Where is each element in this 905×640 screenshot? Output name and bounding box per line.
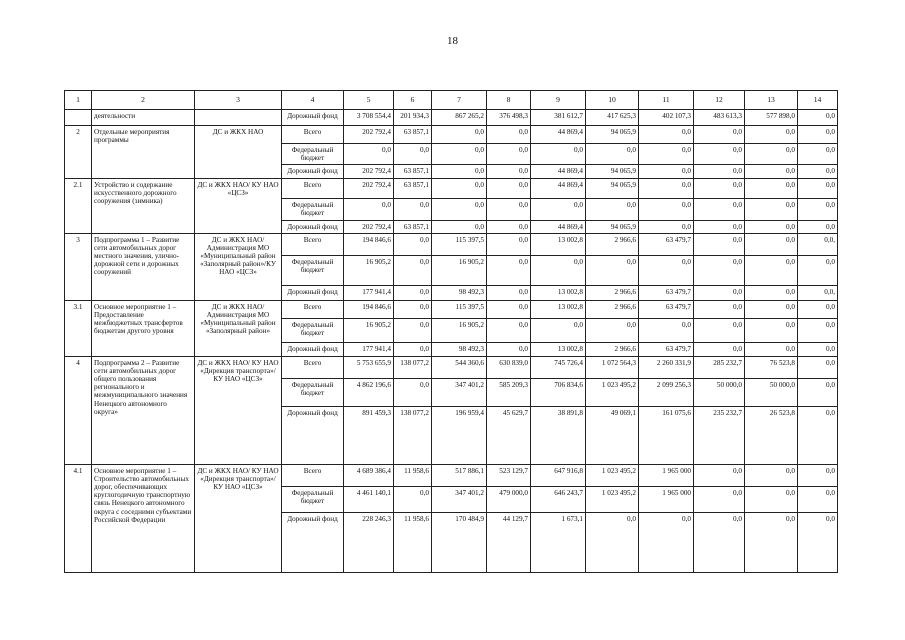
value-cell: 196 959,4 xyxy=(432,407,487,465)
funding-source: Федеральный бюджет xyxy=(282,144,344,165)
value-cell: 483 613,3 xyxy=(694,110,745,126)
value-cell: 0,0 xyxy=(432,221,487,234)
value-cell: 0,0 xyxy=(798,199,838,221)
value-cell: 0,0 xyxy=(798,407,838,465)
value-cell: 0,0 xyxy=(394,286,432,301)
table-row xyxy=(65,126,838,144)
value-cell: 0,0 xyxy=(798,513,838,573)
value-cell: 0,0 xyxy=(394,319,432,343)
value-cell: 577 898,0 xyxy=(745,110,798,126)
value-cell: 44 869,4 xyxy=(531,179,586,199)
value-cell: 0,0 xyxy=(432,165,487,179)
value-cell: 479 000,0 xyxy=(487,487,531,513)
value-cell: 0,0 xyxy=(694,165,745,179)
value-cell: 0,0 xyxy=(531,144,586,165)
value-cell: 0,0 xyxy=(394,379,432,407)
row-executor: ДС и ЖКХ НАО xyxy=(195,126,282,179)
row-executor xyxy=(195,110,282,126)
value-cell: 0,0 xyxy=(745,319,798,343)
value-cell: 0,0 xyxy=(745,234,798,256)
value-cell: 630 839,0 xyxy=(487,357,531,379)
value-cell: 63 857,1 xyxy=(394,126,432,144)
value-cell: 0,0 xyxy=(694,234,745,256)
value-cell: 201 934,3 xyxy=(394,110,432,126)
value-cell: 0,0, xyxy=(798,234,838,256)
value-cell: 0,0 xyxy=(745,286,798,301)
funding-source: Дорожный фонд xyxy=(282,221,344,234)
value-cell: 0,0 xyxy=(487,319,531,343)
value-cell: 646 243,7 xyxy=(531,487,586,513)
row-executor: ДС и ЖКХ НАО/ КУ НАО «ЦСЗ» xyxy=(195,179,282,234)
funding-source: Федеральный бюджет xyxy=(282,199,344,221)
value-cell: 376 498,3 xyxy=(487,110,531,126)
funding-source: Дорожный фонд xyxy=(282,165,344,179)
header-cell: 10 xyxy=(586,91,639,110)
value-cell: 647 916,8 xyxy=(531,465,586,487)
value-cell: 0,0 xyxy=(639,199,694,221)
value-cell: 13 002,8 xyxy=(531,286,586,301)
value-cell: 0,0 xyxy=(394,234,432,256)
header-cell: 11 xyxy=(639,91,694,110)
value-cell: 38 891,8 xyxy=(531,407,586,465)
value-cell: 50 000,0 xyxy=(745,379,798,407)
value-cell: 0,0 xyxy=(639,221,694,234)
value-cell: 235 232,7 xyxy=(694,407,745,465)
value-cell: 0,0 xyxy=(694,126,745,144)
row-number: 2 xyxy=(65,126,92,179)
value-cell: 0,0 xyxy=(639,179,694,199)
value-cell: 867 265,2 xyxy=(432,110,487,126)
value-cell: 0,0 xyxy=(432,144,487,165)
value-cell: 0,0 xyxy=(432,179,487,199)
value-cell: 63 479,7 xyxy=(639,301,694,319)
value-cell: 0,0 xyxy=(694,286,745,301)
row-number: 4.1 xyxy=(65,465,92,573)
value-cell: 0,0 xyxy=(432,126,487,144)
row-name: Устройство и содержание искусственного дорожного сооружения (зимника) xyxy=(92,179,195,234)
value-cell: 0,0 xyxy=(745,199,798,221)
value-cell: 161 075,6 xyxy=(639,407,694,465)
header-cell: 3 xyxy=(195,91,282,110)
value-cell: 0,0 xyxy=(487,256,531,286)
value-cell: 0,0 xyxy=(694,487,745,513)
header-cell: 13 xyxy=(745,91,798,110)
value-cell: 0,0 xyxy=(694,301,745,319)
value-cell: 63 479,7 xyxy=(639,286,694,301)
value-cell: 0,0 xyxy=(487,179,531,199)
value-cell: 745 726,4 xyxy=(531,357,586,379)
value-cell: 11 958,6 xyxy=(394,465,432,487)
value-cell: 63 857,1 xyxy=(394,221,432,234)
value-cell: 16 905,2 xyxy=(432,319,487,343)
value-cell: 0,0 xyxy=(798,465,838,487)
value-cell: 98 492,3 xyxy=(432,286,487,301)
value-cell: 1 023 495,2 xyxy=(586,487,639,513)
page-number: 18 xyxy=(447,35,458,47)
value-cell: 0,0 xyxy=(798,221,838,234)
value-cell: 177 941,4 xyxy=(344,343,394,357)
value-cell: 0,0 xyxy=(394,144,432,165)
value-cell: 0,0 xyxy=(745,465,798,487)
value-cell: 0,0 xyxy=(745,165,798,179)
value-cell: 0,0 xyxy=(745,144,798,165)
funding-source: Дорожный фонд xyxy=(282,110,344,126)
table-row xyxy=(65,301,838,319)
value-cell: 0,0 xyxy=(531,256,586,286)
row-number: 4 xyxy=(65,357,92,465)
table-row xyxy=(65,110,838,126)
value-cell: 0,0 xyxy=(487,234,531,256)
value-cell: 0,0 xyxy=(694,513,745,573)
value-cell: 0,0 xyxy=(586,199,639,221)
value-cell: 0,0 xyxy=(798,379,838,407)
value-cell: 202 792,4 xyxy=(344,165,394,179)
table-row xyxy=(65,465,838,487)
value-cell: 0,0 xyxy=(394,343,432,357)
value-cell: 706 834,6 xyxy=(531,379,586,407)
table-row xyxy=(65,179,838,199)
value-cell: 5 753 655,9 xyxy=(344,357,394,379)
value-cell: 1 673,1 xyxy=(531,513,586,573)
value-cell: 3 708 554,4 xyxy=(344,110,394,126)
value-cell: 13 002,8 xyxy=(531,301,586,319)
value-cell: 0,0 xyxy=(639,165,694,179)
value-cell: 0,0 xyxy=(531,199,586,221)
value-cell: 228 246,3 xyxy=(344,513,394,573)
row-number xyxy=(65,110,92,126)
row-executor: ДС и ЖКХ НАО/ Администрация МО «Муниципальный район «Заполярный район» xyxy=(195,301,282,357)
value-cell: 1 072 564,3 xyxy=(586,357,639,379)
funding-source: Дорожный фонд xyxy=(282,286,344,301)
funding-source: Дорожный фонд xyxy=(282,407,344,465)
value-cell: 0,0 xyxy=(694,179,745,199)
value-cell: 0,0 xyxy=(798,179,838,199)
value-cell: 170 484,9 xyxy=(432,513,487,573)
value-cell: 94 065,9 xyxy=(586,221,639,234)
funding-source: Всего xyxy=(282,126,344,144)
value-cell: 0,0 xyxy=(394,301,432,319)
row-executor: ДС и ЖКХ НАО/ Администрация МО «Муниципальный район «Заполярный район»/КУ НАО «ЦСЗ» xyxy=(195,234,282,301)
value-cell: 115 397,5 xyxy=(432,234,487,256)
funding-source: Федеральный бюджет xyxy=(282,256,344,286)
funding-source: Всего xyxy=(282,234,344,256)
value-cell: 0,0 xyxy=(586,144,639,165)
value-cell: 0,0 xyxy=(694,343,745,357)
value-cell: 0,0, xyxy=(798,286,838,301)
value-cell: 177 941,4 xyxy=(344,286,394,301)
header-cell: 9 xyxy=(531,91,586,110)
value-cell: 402 107,3 xyxy=(639,110,694,126)
value-cell: 381 612,7 xyxy=(531,110,586,126)
value-cell: 0,0 xyxy=(745,301,798,319)
row-name: Подпрограмма 2 – Развитие сети автомобильных дорог общего пользования регионального и межмуниципального значения Ненецкого автономного округа» xyxy=(92,357,195,465)
funding-source: Федеральный бюджет xyxy=(282,379,344,407)
value-cell: 0,0 xyxy=(798,126,838,144)
row-number: 2.1 xyxy=(65,179,92,234)
header-cell: 7 xyxy=(432,91,487,110)
value-cell: 0,0 xyxy=(394,256,432,286)
value-cell: 891 459,3 xyxy=(344,407,394,465)
value-cell: 2 099 256,3 xyxy=(639,379,694,407)
header-cell: 6 xyxy=(394,91,432,110)
value-cell: 0,0 xyxy=(694,256,745,286)
value-cell: 0,0 xyxy=(694,319,745,343)
value-cell: 44 869,4 xyxy=(531,165,586,179)
value-cell: 0,0 xyxy=(487,144,531,165)
value-cell: 0,0 xyxy=(487,126,531,144)
value-cell: 0,0 xyxy=(487,286,531,301)
row-name: деятельности xyxy=(92,110,195,126)
value-cell: 50 000,0 xyxy=(694,379,745,407)
value-cell: 63 857,1 xyxy=(394,165,432,179)
value-cell: 202 792,4 xyxy=(344,126,394,144)
value-cell: 0,0 xyxy=(487,343,531,357)
value-cell: 0,0 xyxy=(639,513,694,573)
value-cell: 0,0 xyxy=(745,126,798,144)
header-cell: 5 xyxy=(344,91,394,110)
value-cell: 1 023 495,2 xyxy=(586,379,639,407)
value-cell: 49 069,1 xyxy=(586,407,639,465)
value-cell: 0,0 xyxy=(798,110,838,126)
value-cell: 0,0 xyxy=(344,199,394,221)
value-cell: 0,0 xyxy=(798,256,838,286)
value-cell: 0,0 xyxy=(745,343,798,357)
value-cell: 0,0 xyxy=(639,256,694,286)
value-cell: 417 625,3 xyxy=(586,110,639,126)
value-cell: 94 065,9 xyxy=(586,179,639,199)
row-name: Основное мероприятие 1 – Строительство автомобильных дорог, обеспечивающих круглогодичную транспортную связь Ненецкого автономного округа с соседними субъектами Российской Федерации xyxy=(92,465,195,573)
value-cell: 16 905,2 xyxy=(344,256,394,286)
value-cell: 347 401,2 xyxy=(432,487,487,513)
value-cell: 0,0 xyxy=(344,144,394,165)
value-cell: 0,0 xyxy=(394,199,432,221)
value-cell: 0,0 xyxy=(531,319,586,343)
value-cell: 2 966,6 xyxy=(586,301,639,319)
table-row xyxy=(65,357,838,379)
value-cell: 0,0 xyxy=(487,221,531,234)
row-executor: ДС и ЖКХ НАО/ КУ НАО «Дирекция транспорта»/ КУ НАО «ЦСЗ» xyxy=(195,465,282,573)
value-cell: 2 966,6 xyxy=(586,343,639,357)
value-cell: 285 232,7 xyxy=(694,357,745,379)
value-cell: 0,0 xyxy=(487,199,531,221)
value-cell: 26 523,8 xyxy=(745,407,798,465)
value-cell: 0,0 xyxy=(694,199,745,221)
value-cell: 0,0 xyxy=(798,357,838,379)
table-row xyxy=(65,234,838,256)
value-cell: 63 479,7 xyxy=(639,234,694,256)
value-cell: 0,0 xyxy=(694,465,745,487)
row-executor: ДС и ЖКХ НАО/ КУ НАО «Дирекция транспорта»/ КУ НАО «ЦСЗ» xyxy=(195,357,282,465)
value-cell: 0,0 xyxy=(639,319,694,343)
row-number: 3.1 xyxy=(65,301,92,357)
value-cell: 0,0 xyxy=(745,179,798,199)
value-cell: 44 869,4 xyxy=(531,221,586,234)
funding-source: Дорожный фонд xyxy=(282,343,344,357)
value-cell: 585 209,3 xyxy=(487,379,531,407)
header-cell: 1 xyxy=(65,91,92,110)
value-cell: 0,0 xyxy=(798,165,838,179)
value-cell: 517 886,1 xyxy=(432,465,487,487)
value-cell: 0,0 xyxy=(745,221,798,234)
funding-source: Дорожный фонд xyxy=(282,513,344,573)
header-cell: 14 xyxy=(798,91,838,110)
value-cell: 2 966,6 xyxy=(586,234,639,256)
value-cell: 76 523,8 xyxy=(745,357,798,379)
value-cell: 544 360,6 xyxy=(432,357,487,379)
value-cell: 0,0 xyxy=(639,144,694,165)
value-cell: 1 965 000 xyxy=(639,487,694,513)
value-cell: 0,0 xyxy=(432,199,487,221)
value-cell: 13 002,8 xyxy=(531,234,586,256)
value-cell: 138 077,2 xyxy=(394,357,432,379)
value-cell: 63 857,1 xyxy=(394,179,432,199)
value-cell: 2 966,6 xyxy=(586,286,639,301)
value-cell: 202 792,4 xyxy=(344,221,394,234)
row-name: Основное мероприятие 1 – Предоставление межбюджетных трансфертов бюджетам другого уровня xyxy=(92,301,195,357)
value-cell: 347 401,2 xyxy=(432,379,487,407)
value-cell: 194 846,6 xyxy=(344,234,394,256)
row-number: 3 xyxy=(65,234,92,301)
funding-source: Федеральный бюджет xyxy=(282,319,344,343)
header-cell: 8 xyxy=(487,91,531,110)
value-cell: 98 492,3 xyxy=(432,343,487,357)
value-cell: 0,0 xyxy=(586,513,639,573)
value-cell: 0,0 xyxy=(586,319,639,343)
header-cell: 2 xyxy=(92,91,195,110)
value-cell: 11 958,6 xyxy=(394,513,432,573)
value-cell: 63 479,7 xyxy=(639,343,694,357)
value-cell: 1 965 000 xyxy=(639,465,694,487)
funding-source: Всего xyxy=(282,301,344,319)
value-cell: 13 002,8 xyxy=(531,343,586,357)
value-cell: 44 129,7 xyxy=(487,513,531,573)
funding-source: Всего xyxy=(282,179,344,199)
value-cell: 0,0 xyxy=(745,256,798,286)
header-row xyxy=(65,91,838,110)
header-cell: 4 xyxy=(282,91,344,110)
value-cell: 0,0 xyxy=(639,126,694,144)
value-cell: 44 869,4 xyxy=(531,126,586,144)
value-cell: 0,0 xyxy=(586,256,639,286)
row-name: Отдельные мероприятия программы xyxy=(92,126,195,179)
funding-source: Федеральный бюджет xyxy=(282,487,344,513)
value-cell: 0,0 xyxy=(798,487,838,513)
value-cell: 0,0 xyxy=(798,301,838,319)
value-cell: 0,0 xyxy=(694,144,745,165)
value-cell: 4 862 196,6 xyxy=(344,379,394,407)
value-cell: 115 397,5 xyxy=(432,301,487,319)
value-cell: 0,0 xyxy=(745,513,798,573)
value-cell: 94 065,9 xyxy=(586,126,639,144)
row-name: Подпрограмма 1 – Развитие сети автомобильных дорог местного значения, улично-дорожной сети и дорожных сооружений xyxy=(92,234,195,301)
value-cell: 194 846,6 xyxy=(344,301,394,319)
value-cell: 4 461 140,1 xyxy=(344,487,394,513)
value-cell: 45 629,7 xyxy=(487,407,531,465)
funding-source: Всего xyxy=(282,357,344,379)
funding-source: Всего xyxy=(282,465,344,487)
header-cell: 12 xyxy=(694,91,745,110)
value-cell: 1 023 495,2 xyxy=(586,465,639,487)
value-cell: 0,0 xyxy=(798,319,838,343)
value-cell: 0,0 xyxy=(394,487,432,513)
value-cell: 0,0 xyxy=(798,144,838,165)
value-cell: 2 260 331,9 xyxy=(639,357,694,379)
budget-table xyxy=(64,90,838,573)
value-cell: 16 905,2 xyxy=(344,319,394,343)
value-cell: 0,0 xyxy=(798,343,838,357)
value-cell: 16 905,2 xyxy=(432,256,487,286)
value-cell: 202 792,4 xyxy=(344,179,394,199)
value-cell: 94 065,9 xyxy=(586,165,639,179)
value-cell: 0,0 xyxy=(487,165,531,179)
value-cell: 0,0 xyxy=(694,221,745,234)
value-cell: 138 077,2 xyxy=(394,407,432,465)
value-cell: 523 129,7 xyxy=(487,465,531,487)
value-cell: 0,0 xyxy=(487,301,531,319)
value-cell: 4 689 386,4 xyxy=(344,465,394,487)
value-cell: 0,0 xyxy=(745,487,798,513)
